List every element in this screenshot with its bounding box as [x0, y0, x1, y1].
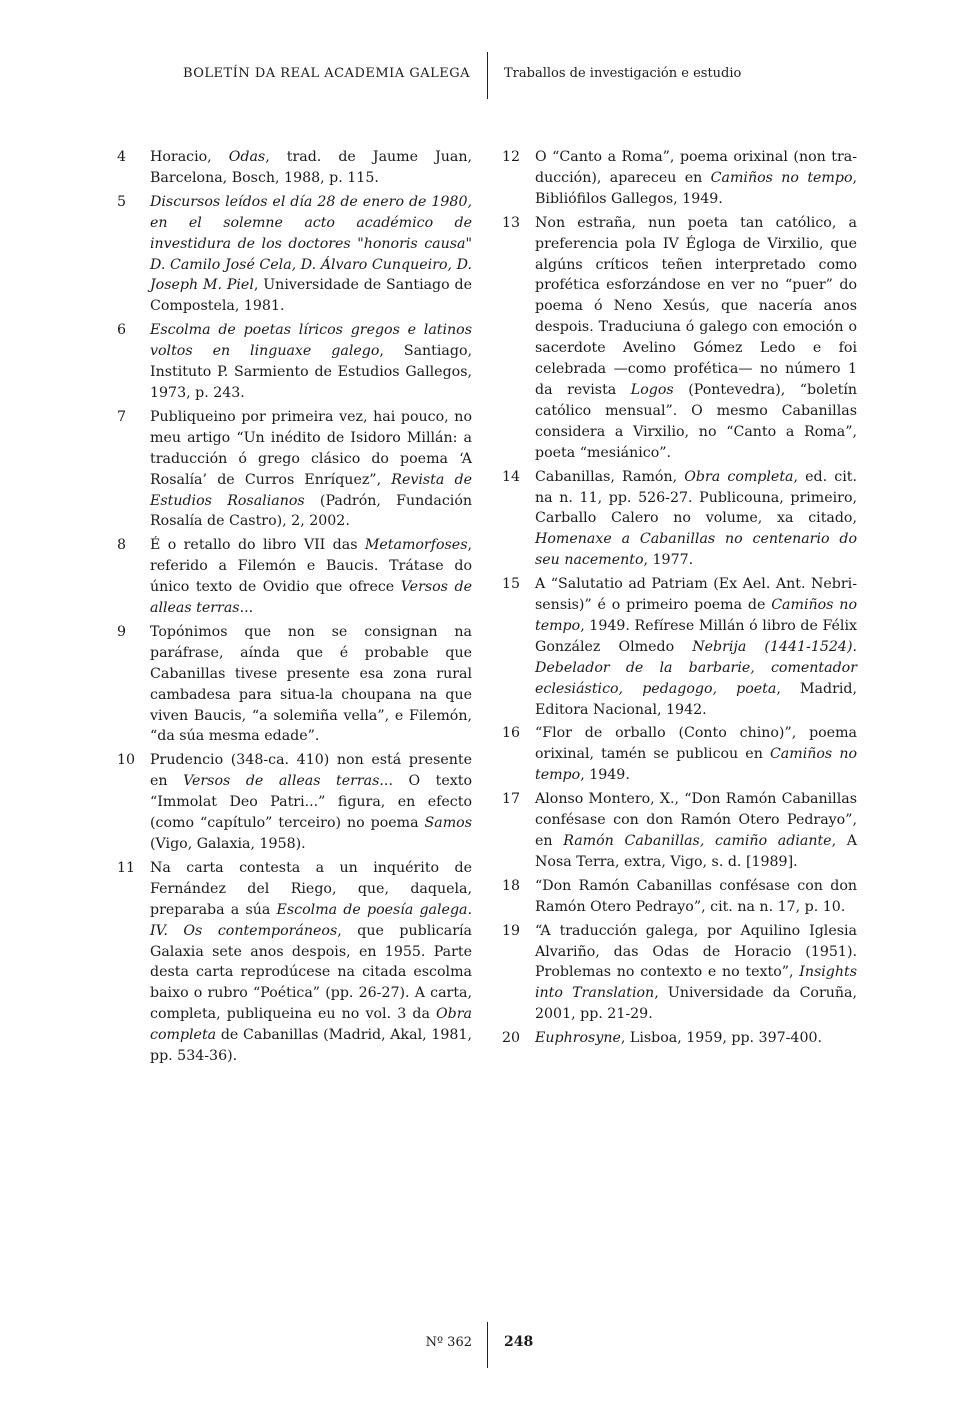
footnote-segment: “A traducción galega, por Aquilino Iglesia Alvariño, das Odas de Horacio (1951). Problemas no contexto e no texto”,: [535, 922, 857, 981]
italic-title: Samos: [424, 815, 472, 832]
footnote-segment: , Universidade de Santiago de Compostela, 1981.: [150, 277, 473, 315]
footnote: [117, 535, 472, 619]
footnote-segment: Cabanillas, Ramón,: [535, 468, 685, 485]
italic-title: Logos: [630, 381, 674, 398]
footnote-segment: Non estraña, nun poeta tan católico, a preferencia pola IV Égloga de Virxilio, que algúns críticos teñen interpretado como profética esforzándose en ver no “puer” do poema ó Neno Xesús, que nacería anos despois. Traduciuna ó galego con emoción o sacerdote Avelino Gómez Ledo e foi celebrada —como profética— no número 1 da revista: [535, 214, 857, 398]
footnote-segment: ...: [239, 600, 254, 617]
italic-title: Obra completa: [150, 1006, 472, 1044]
footnote-number: 15: [502, 576, 521, 593]
italic-title: Revista de Estudios Rosalianos: [150, 471, 472, 509]
italic-title: Escolma de poesía galega. IV. Os contemporáneos: [150, 901, 473, 939]
footnote-number: 16: [502, 725, 521, 742]
italic-title: Camiños no tempo: [535, 597, 857, 634]
footnote-text: [535, 789, 857, 873]
footnote-segment: O “Canto a Roma”, poema orixinal (non traducción), apareceu en: [535, 149, 857, 186]
footnote-segment: Horacio,: [150, 149, 229, 165]
italic-title: Homenaxe a Cabanillas no centenario do seu nacemento: [535, 531, 857, 569]
footnote-text: [150, 147, 472, 189]
footnote-number: 6: [117, 322, 127, 339]
footnote-text: [535, 1028, 857, 1049]
footnote-segment: , ed. cit. na n. 11, pp. 526-27. Publicouna, primeiro, Carballo Calero no volume, xa citado,: [535, 468, 857, 527]
footnote-number: 8: [117, 537, 127, 554]
footnote-segment: de Cabanillas (Madrid, Akal, 1981, pp. 534-36).: [150, 1027, 472, 1065]
header-divider: [487, 52, 488, 99]
footnote-text: [150, 320, 472, 404]
footnote: [117, 192, 472, 317]
footnote-segment: , Bibliófilos Gallegos, 1949.: [535, 169, 858, 207]
footnote-text: [535, 467, 857, 572]
footnote-segment: Topónimos que non se consignan na paráfrase, aínda que é probable que Cabanillas tivese presente esa zona rural cambadesa para situa-la choupana na que viven Baucis, “a solemiña vella”, e Filemón, “da súa mesma edade”.: [150, 623, 472, 745]
footnote-text: [150, 622, 472, 747]
footnote: [502, 574, 857, 720]
footnote: [502, 213, 857, 464]
issue-number: Nº 362: [425, 1335, 472, 1350]
footnote-text: [535, 723, 857, 786]
italic-title: Odas: [228, 149, 266, 165]
footnote: [502, 723, 857, 786]
footnote-segment: Publiqueino por primeira vez, hai pouco, no meu artigo “Un inédito de Isidoro Millán: a traducción ó grego clásico do poema ‘A Rosalía’ de Curros Enríquez”,: [150, 408, 472, 488]
footnote-number: 4: [117, 149, 127, 165]
footnote-segment: , Universidade da Coruña, 2001, pp. 21-29.: [535, 985, 857, 1023]
footnote-number: 18: [502, 877, 521, 894]
footnote-segment: “Flor de orballo (Conto chino)”, poema orixinal, tamén se publicou en: [535, 725, 857, 763]
footnotes-right-column: [502, 147, 857, 1052]
footnote-text: [150, 192, 472, 317]
footnote: [117, 622, 472, 747]
footnote-text: [535, 574, 857, 720]
footnote-segment: , Madrid, Editora Nacional, 1942.: [535, 680, 858, 718]
footnote-number: 10: [117, 752, 136, 769]
italic-title: Camiños no tempo: [710, 169, 853, 186]
italic-title: Ramón Cabanillas, camiño adiante: [563, 833, 832, 849]
footnote-segment: (Pontevedra), “boletín católico mensual”. O mesmo Cabanillas considera a Virxilio, no “Canto a Roma”, poeta “mesiánico”.: [535, 381, 857, 461]
footnote-text: [535, 876, 857, 918]
footnote-segment: , que publicaría Galaxia sete anos despois, en 1955. Parte desta carta reprodúcese na citada escolma baixo o rubro “Poética” (pp. 26-27). A carta, completa, publiqueina eu no vol. 3 da: [150, 922, 472, 1023]
footnote-text: [150, 750, 472, 855]
footnote-number: 13: [502, 214, 521, 231]
footnotes-left-column: [117, 147, 472, 1070]
footnote-segment: , trad. de Jaume Juan, Barcelona, Bosch, 1988, p. 115.: [150, 149, 473, 186]
italic-title: Camiños no tempo: [535, 746, 858, 784]
footnote-segment: , 1977.: [643, 552, 694, 569]
footnote-text: [150, 858, 472, 1067]
italic-title: Insights into Translation: [535, 964, 857, 1002]
footnote-segment: , 1949. Refírese Millán ó libro de Félix González Olmedo: [535, 617, 857, 655]
footnote-segment: , Lisboa, 1959, pp. 397-400.: [620, 1030, 823, 1047]
journal-title: BOLETÍN DA REAL ACADEMIA GALEGA: [182, 66, 470, 81]
footnote-segment: , referido a Filemón e Baucis. Trátase do único texto de Ovidio que ofrece: [150, 537, 472, 596]
footnote-number: 7: [117, 408, 127, 425]
footnote: [502, 1028, 857, 1049]
footnote-segment: (Padrón, Fundación Rosalía de Castro), 2, 2002.: [150, 492, 472, 530]
footnote-number: 12: [502, 149, 521, 165]
italic-title: Nebrija (1441-1524). Debelador de la barbarie, comentador eclesiástico, pedagogo, poeta: [535, 638, 858, 697]
italic-title: Versos de alleas terras: [183, 773, 380, 790]
italic-title: Metamorfoses: [364, 537, 468, 554]
footnote-segment: Prudencio (348-ca. 410) non está presente en: [150, 752, 472, 790]
footnote-text: [535, 147, 857, 210]
footer-divider: [487, 1322, 488, 1368]
footnote-segment: (Vigo, Galaxia, 1958).: [150, 836, 306, 852]
italic-title: Euphrosyne: [535, 1030, 621, 1047]
footnote-text: [150, 535, 472, 619]
footnote-segment: É o retallo do libro VII das: [150, 537, 365, 554]
footnote: [117, 750, 472, 855]
footnote: [117, 407, 472, 532]
footnote-number: 20: [502, 1030, 521, 1047]
footnote-segment: Na carta contesta a un inquérito de Fernández del Riego, que, daquela, preparaba a súa: [150, 859, 472, 918]
footnote: [117, 320, 472, 404]
footnote-number: 9: [117, 623, 127, 640]
footnote-segment: A “Salutatio ad Patriam (Ex Ael. Ant. Nebrisensis)” é o primeiro poema de: [535, 576, 857, 614]
footnote-segment: Alonso Montero, X., “Don Ramón Cabanillas confésase con don Ramón Otero Pedrayo”, en: [535, 791, 857, 849]
italic-title: Escolma de poetas líricos gregos e latinos voltos en linguaxe galego: [150, 322, 472, 360]
footnote-segment: , Santiago, Instituto P. Sarmiento de Estudios Gallegos, 1973, p. 243.: [150, 343, 472, 401]
footnote-text: [535, 921, 857, 1026]
footnote-segment: “Don Ramón Cabanillas confésase con don Ramón Otero Pedrayo”, cit. na n. 17, p. 10.: [535, 877, 857, 915]
footnote-text: [535, 213, 857, 464]
footnote: [502, 467, 857, 572]
page-number: 248: [504, 1334, 534, 1350]
footnote: [117, 147, 472, 189]
footnote: [502, 789, 857, 873]
section-title: Traballos de investigación e estudio: [504, 66, 742, 81]
footnote-number: 14: [502, 468, 521, 485]
footnote-number: 11: [117, 859, 136, 876]
footnote-number: 5: [117, 193, 127, 210]
italic-title: Obra completa: [684, 468, 794, 485]
italic-title: Versos de alleas terras: [150, 579, 472, 617]
footnote-segment: ... O texto “Immolat Deo Patri...” figura, en efecto (como “capítulo” terceiro) no poema: [150, 773, 472, 832]
footnote: [117, 858, 472, 1067]
footnote: [502, 921, 857, 1026]
footnote: [502, 147, 857, 210]
footnote-segment: , A Nosa Terra, extra, Vigo, s. d. [1989].: [535, 833, 857, 870]
italic-title: Discursos leídos el día 28 de enero de 1980, en el solemne acto académico de investidura de los doctores "honoris causa" D. Camilo José Cela, D. Álvaro Cunqueiro, D. Joseph M. Piel: [150, 193, 472, 294]
footnote-segment: , 1949.: [580, 767, 630, 784]
footnote-number: 17: [502, 791, 521, 808]
footnote-text: [150, 407, 472, 532]
footnote-number: 19: [502, 922, 521, 939]
footnote: [502, 876, 857, 918]
